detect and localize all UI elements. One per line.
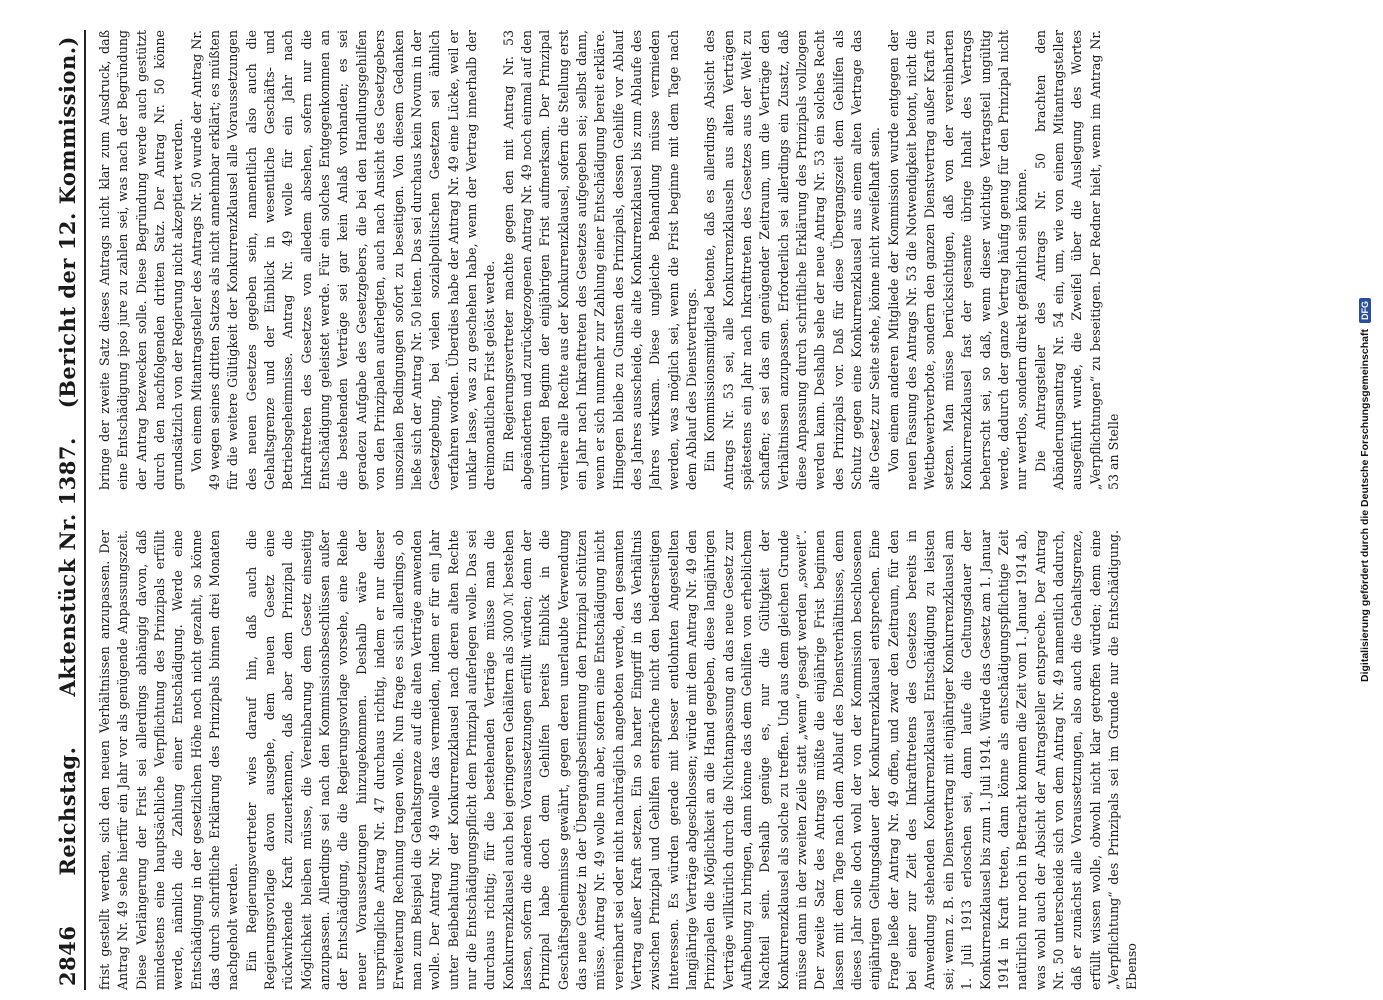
paragraph: Ein Kommissionsmitglied betonte, daß es allerdings Absicht des Antrags Nr. 53 sei, alle Konkurrenzklauseln aus alten Verträgen spätestens ein Jahr nach Inkrafttreten des Gesetzes aus der Welt zu schaffen; es sei das ein genügender Zeitraum, um die Verträge den Verhältnissen anzupassen. Erforderlich sei allerdings ein Zusatz, daß diese Anpassung durch schriftliche Erklärung des Prinzipals vollzogen werden kann. Deshalb sehe der neue Antrag Nr. 53 ein solches Recht des Prinzipals vor. Daß für diese Übergangszeit dem Gehilfen als Schutz gegen eine Konkurrenzklausel aus einem alten Vertrage das alte Gesetz zur Seite stehe, könne nicht zweifelhaft sein. [702, 30, 883, 490]
digitization-credit [1353, 10, 1377, 970]
document-number: Aktenstück Nr. 1387. [55, 437, 80, 697]
page-header [40, 30, 86, 990]
paragraph: Die Antragsteller des Antrags Nr. 50 brachten den Abänderungsantrag Nr. 54 ein, um, wie von einem Mitantragsteller ausgeführt wurde, die Zweifel über die Auslegung des Wortes „Verpflichtungen“ zu beseitigen. Der Redner hielt, wenn im Antrag Nr. 53 an Stelle [1032, 30, 1121, 490]
paragraph: Ein Regierungsvertreter machte gegen den mit Antrag Nr. 53 abgeänderten und zurückgezogenen Antrag Nr. 49 noch einmal auf den unrichtigen Beginn der einjährigen Frist aufmerksam. Der Prinzipal verliere alle Rechte aus der Konkurrenzklausel, sofern die Stellung erst ein Jahr nach Inkrafttreten des Gesetzes aufgegeben sei; selbst dann, wenn er sich nunmehr zur Zahlung einer Entschädigung bereit erkläre. Hingegen bleibe zu Gunsten des Prinzipals, dessen Gehilfe vor Ablauf des Jahres ausscheide, die alte Konkurrenzklausel bis zum Ablaufe des Jahres wirksam. Diese ungleiche Behandlung müsse vermieden werden, was möglich sei, wenn die Frist beginne mit dem Tage nach dem Ablauf des Dienstvertrags. [500, 30, 699, 490]
paragraph: bringe der zweite Satz dieses Antrags nicht klar zum Ausdruck, daß eine Entschädigung ipso jure zu zahlen sei, was nach der Begründung der Antrag bezwecken solle. Diese Begründung werde auch gestützt durch den nachfolgenden dritten Satz. Der Antrag Nr. 50 könne grundsätzlich von der Regierung nicht akzeptiert werden. [97, 30, 186, 490]
paragraph: frist gestellt werden, sich den neuen Verhältnissen anzupassen. Der Antrag Nr. 49 sehe hierfür ein Jahr vor als genügende Anpassungszeit. Diese Verlängerung der Frist sei allerdings abhängig davon, daß mindestens eine hauptsächliche Verpflichtung des Prinzipals erfüllt werde, nämlich die Zahlung einer Entschädigung. Werde eine Entschädigung in der gesetzlichen Höhe noch nicht gezahlt, so könne das durch schriftliche Erklärung des Prinzipals binnen drei Monaten nachgeholt werden. [97, 530, 241, 990]
paragraph: Von einem Mitantragsteller des Antrags Nr. 50 wurde der Antrag Nr. 49 wegen seines dritten Satzes als nicht annehmbar erklärt; es müßten für die weitere Gültigkeit der Konkurrenzklausel alle Voraussetzungen des neuen Gesetzes gegeben sein, namentlich also auch die Gehaltsgrenze und der Einblick in wesentliche Geschäfts- und Betriebsgeheimnisse. Antrag Nr. 49 wolle für ein Jahr nach Inkrafttreten des Gesetzes von alledem absehen, sofern nur die Entschädigung geleistet werde. Für ein solches Entgegenkommen an die bestehenden Verträge sei gar kein Anlaß vorhanden; es sei geradezu Aufgabe des Gesetzgebers, die bei den Handlungsgehilfen von den Prinzipalen auferlegten, auch nach Ansicht des Gesetzgebers unsozialen Bedingungen sofort zu beseitigen. Von diesem Gedanken ließe sich der Antrag Nr. 50 leiten. Das sei durchaus kein Novum in der Gesetzgebung, bei vielen sozialpolitischen Gesetzen sei ähnlich verfahren worden. Überdies habe der Antrag Nr. 49 eine Lücke, weil er unklar lasse, was zu geschehen habe, wenn der Vertrag innerhalb der dreimonatlichen Frist gelöst werde. [188, 30, 498, 490]
paragraph: Ein Regierungsvertreter wies darauf hin, daß auch die Regierungsvorlage davon ausgehe, dem neuen Gesetz eine rückwirkende Kraft zuzuerkennen, daß aber dem Prinzipal die Möglichkeit bleiben müsse, die Vereinbarung dem Gesetz einseitig anzupassen. Allerdings sei nach den Kommissionsbeschlüssen außer der Entschädigung, die die Regierungsvorlage vorsehe, eine Reihe neuer Voraussetzungen hinzugekommen. Deshalb wäre der ursprüngliche Antrag Nr. 47 durchaus richtig, indem er nur dieser Erweiterung Rechnung tragen wolle. Nun frage es sich allerdings, ob man zum Beispiel die Gehaltsgrenze auf die alten Verträge anwenden wolle. Der Antrag Nr. 49 wolle das vermeiden, indem er für ein Jahr unter Beibehaltung der Konkurrenzklausel nach deren alten Rechte nur die Entschädigungspflicht dem Prinzipal auferlegen wolle. Das sei durchaus richtig; für die bestehenden Verträge müsse man die Konkurrenzklausel auch bei geringeren Gehältern als 3000 ℳ bestehen lassen, sofern die anderen Voraussetzungen erfüllt würden; denn der Prinzipal habe doch dem Gehilfen bereits Einblick in die Geschäftsgeheimnisse gewährt, gegen deren unerlaubte Verwendung das neue Gesetz in der Übergangsbestimmung den Prinzipal schützen müsse. Antrag Nr. 49 wolle nun aber, sofern eine Entschädigung nicht vereinbart sei oder nicht nachträglich angeboten werde, den gesamten Vertrag außer Kraft setzen. Ein so harter Eingriff in das Verhältnis zwischen Prinzipal und Gehilfen entspräche nicht den beiderseitigen Interessen. Es würden gerade mit besser entlohnten Angestellten langjährige Verträge abgeschlossen; würde mit dem Antrag Nr. 49 den Prinzipalen die Möglichkeit an die Hand gegeben, diese langjährigen Verträge willkürlich durch die Nichtanpassung an das neue Gesetz zur Aufhebung zu bringen, dann könne das dem Gehilfen von erheblichem Nachteil sein. Deshalb genüge es, nur die Gültigkeit der Konkurrenzklausel als solche zu treffen. Und aus dem gleichen Grunde müsse dann in der zweiten Zeile statt „wenn“ gesagt werden „soweit“. Der zweite Satz des Antrags müßte die einjährige Frist beginnen lassen mit dem Tage nach dem Ablauf des Dienstverhältnisses, denn dieses Jahr solle doch wohl der von der Kommission beschlossenen einjährigen Geltungsdauer der Konkurrenzklausel entsprechen. Eine Frage ließe der Antrag Nr. 49 offen, und zwar den Zeitraum, für den bei einer zur Zeit des Inkrafttretens des Gesetzes bereits in Anwendung stehenden Konkurrenzklausel Entschädigung zu leisten sei; wenn z. B. ein Dienstvertrag mit einjähriger Konkurrenzklausel am 1. Juli 1913 erloschen sei, dann laufe die Geltungsdauer der Konkurrenzklausel bis zum 1. Juli 1914. Würde das Gesetz am 1. Januar 1914 in Kraft treten, dann könne als entschädigungspflichtige Zeit natürlich nur noch in Betracht kommen die Zeit vom 1. Januar 1914 ab, was wohl auch der Absicht der Antragsteller entspreche. Der Antrag Nr. 50 unterscheide sich von dem Antrag Nr. 49 namentlich dadurch, daß er zunächst alle Voraussetzungen, also auch die Gehaltsgrenze, erfüllt wissen wolle, obwohl nicht klar getroffen würden; denn eine „Verpflichtung“ des Prinzipals sei im Grunde nur die Entschädigung. Ebenso [243, 530, 1140, 990]
dfg-logo: DFG [1359, 298, 1371, 323]
right-column [96, 30, 1286, 490]
page-number: 2846 [55, 925, 80, 986]
left-column [96, 530, 1286, 990]
rotated-page [40, 30, 1300, 990]
paragraph: Von einem anderen Mitgliede der Kommission wurde entgegen der neuen Fassung des Antrags Nr. 53 die Notwendigkeit betont, nicht die Wettbewerbverbote, sondern den ganzen Dienstvertrag außer Kraft zu setzen. Man müsse berücksichtigen, daß von der vereinbarten Konkurrenzklausel fast der gesamte übrige Inhalt des Vertrags beherrscht sei, so daß, wenn dieser wichtige Vertragsteil ungültig werde, dadurch der ganze Vertrag häufig genug für den Prinzipal nicht nur wertlos, sondern direkt gefährlich sein könne. [885, 30, 1030, 490]
section-title: (Bericht der 12. Kommission.) [55, 36, 80, 409]
header-left [55, 437, 84, 990]
credit-text: Digitalisierung gefördert durch die Deutsche Forschungsgemeinschaft [1359, 329, 1371, 682]
page-content [40, 30, 1300, 990]
chamber-title: Reichstag. [55, 746, 80, 876]
